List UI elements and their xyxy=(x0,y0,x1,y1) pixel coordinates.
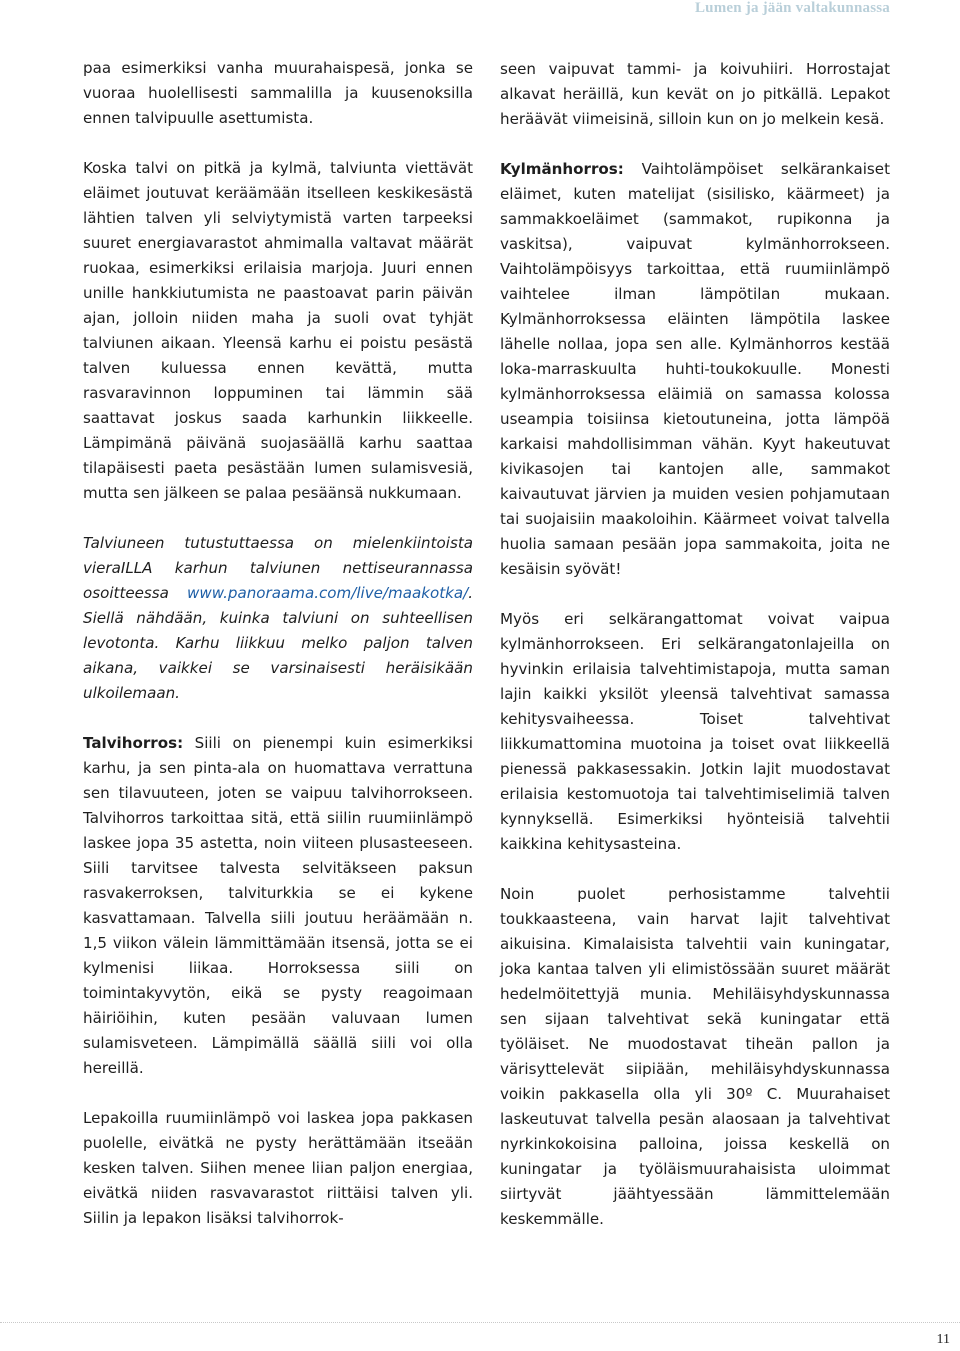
webcam-note-rest: . Siellä nähdään, kuinka talviuni on suhteellisen levotonta. Karhu liikkuu melko paljon talven aikana, vaikkei se varsinaisesti heräisikään ulkoilemaan. xyxy=(83,584,473,702)
talvihorros-text: Siili on pienempi kuin esimerkiksi karhu, ja sen pinta-ala on huomattava verrattuna sen tilavuuteen, joten se vaipuu talvihorrokseen. Talvihorros tarkoittaa sitä, että siilin ruumiinlämpö laskee jopa 35 astetta, noin viiteen plusasteeseen. Siili tarvitsee talvesta selvitäkseen paksun rasvakerroksen, talviturkkia se ei kykene kasvattamaan. Talvella siili joutuu heräämään n. 1,5 viikon välein lämmittämään itsensä, jotta se ei kylmenisi liikaa. Horroksessa siili on toimintakyvytön, eikä se pysty reagoimaan häiriöihin, kuten pesään valuvaan lumen sulamisveteen. Lämpimällä säällä siili voi olla hereillä. xyxy=(83,734,473,1077)
left-column xyxy=(83,56,473,1231)
paragraph-selkarangattomat: Myös eri selkärangattomat voivat vaipua kylmänhorrokseen. Eri selkärangatonlajeilla on hyvinkin erilaisia talvehtimistapoja, mutta saman lajin kaikki yksilöt yleensä talvehtivat samassa kehitysvaiheessa. Toiset talvehtivat liikkumattomina muotoina ja toiset ovat liikkeellä pienessä pakkasessakin. Jotkin lajit muodostavat erilaisia kestomuotoja tai talvehtimiselimiä talven kynnyksellä. Esimerkiksi hyönteisiä talvehtii kaikkina kehitysasteina. xyxy=(500,610,890,853)
running-header: Lumen ja jään valtakunnassa xyxy=(694,0,890,16)
webcam-note-intro: Talviuneen tutustuttaessa on mielenkiintoista vieraILLA karhun talviunen nettiseurannassa osoitteessa xyxy=(83,534,473,602)
kylmanhorros-term: Kylmänhorros: xyxy=(500,160,624,178)
paragraph-horrostajat: seen vaipuvat tammi- ja koivuhiiri. Horrostajat alkavat heräillä, kun kevät on jo pitkällä. Lepakot heräävät viimeisinä, silloin kun on jo melkein kesä. xyxy=(500,60,890,128)
paragraph-lepakot: Lepakoilla ruumiinlämpö voi laskea jopa pakkasen puolelle, eivätkä ne pysty herättämään itseään kesken talven. Siihen menee liian paljon energiaa, eivätkä niiden rasvavarastot riittäisi talven yli. Siilin ja lepakon lisäksi talvihorrok- xyxy=(83,1109,473,1227)
kylmanhorros-text: Vaihtolämpöiset selkärankaiset eläimet, kuten matelijat (sisilisko, käärmeet) ja sammakkoeläimet (sammakot, rupikonna ja vaskitsa), vaipuvat kylmänhorrokseen. Vaihtolämpöisyys tarkoittaa, että ruumiinlämpö vaihtelee ilman lämpötilan mukaan. Kylmänhorroksessa eläinten lämpötila laskee lähelle nollaa, jopa sen alle. Kylmänhorros kestää loka-marraskuulta huhti-toukokuulle. Monesti kylmänhorroksessa eläimiä on samassa kolossa useampia toisiinsa kietoutuneina, jotta lämpöä karkaisi mahdollisimman vähän. Kyyt hakeutuvat kivikasojen tai kantojen alle, sammakot kaivautuvat järvien ja muiden vesien pohjamutaan tai suojaisiin maakoloihin. Käärmeet voivat talvella huolia samaan pesään jopa sammakoita, joita ne kesäisin syövät! xyxy=(500,160,890,578)
right-column xyxy=(500,57,890,1232)
paragraph-talvihorros xyxy=(83,731,473,1081)
paragraph-muurahaispesa: paa esimerkiksi vanha muurahaispesä, jonka se vuoraa huolellisesti sammalilla ja kuusenoksilla ennen talvipuulle asettumista. xyxy=(83,59,473,127)
talvihorros-term: Talvihorros: xyxy=(83,734,184,752)
paragraph-kylmanhorros xyxy=(500,157,890,582)
footer-divider xyxy=(0,1322,960,1323)
page-number: 11 xyxy=(936,1332,950,1347)
paragraph-perhoset: Noin puolet perhosistamme talvehtii toukkaasteena, vain harvat lajit talvehtivat aikuisina. Kimalaisista talvehtii vain kuningatar, joka kantaa talven yli elimistössään suuret määrät hedelmöitettyjä munia. Mehiläisyhdyskunnassa sen sijaan talvehtivat sekä kuningatar että työläiset. Ne muodostavat tiheän pallon ja värisyttelevät siipiään, mehiläisyhdyskunnassa voikin pakkasella olla yli 30º C. Muurahaiset laskeutuvat talvella pesän alaosaan ja talvehtivat nyrkinkokoisina palloina, joissa keskellä on kuningatar ja työläismuurahaisista uloimmat siirtyvät jäähtyessään lämmittelemään keskemmälle. xyxy=(500,885,890,1228)
panoraama-link[interactable]: www.panoraama.com/live/maakotka/ xyxy=(187,584,469,602)
webcam-note xyxy=(83,531,473,706)
paragraph-talviuni: Koska talvi on pitkä ja kylmä, talviunta viettävät eläimet joutuvat keräämään itselleen keskikesästä lähtien talven yli selviytymistä varten tarpeeksi suuret energiavarastot ahmimalla valtavat määrät ruokaa, esimerkiksi erilaisia marjoja. Juuri ennen unille hankkiutumista ne paastoavat parin päivän ajan, jolloin niiden maha ja suoli ovat tyhjät talviunen aikaan. Yleensä karhu ei poistu pesästä talven kuluessa ennen kevättä, mutta rasvaravinnon loppuminen tai lämmin sää saattavat joskus saada karhunkin liikkeelle. Lämpimänä päivänä suojasäällä karhu saattaa tilapäisesti paeta pesästään lumen sulamisvesiä, mutta sen jälkeen se palaa pesäänsä nukkumaan. xyxy=(83,159,473,502)
